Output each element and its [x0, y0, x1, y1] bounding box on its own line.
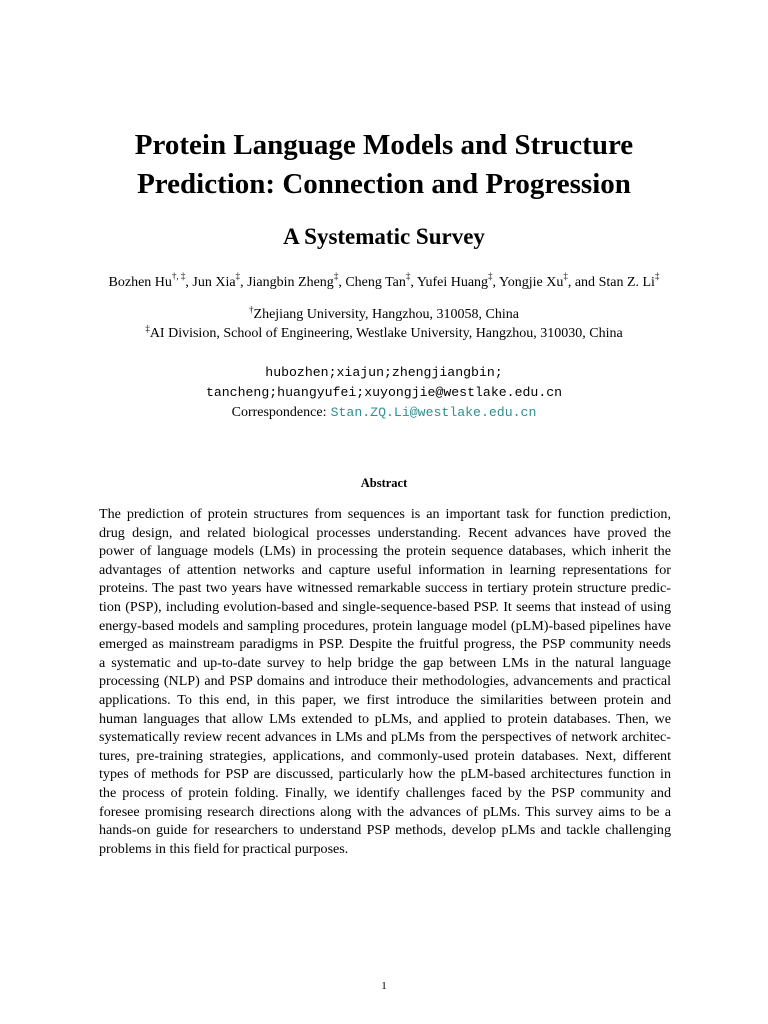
- correspondence-email-link[interactable]: Stan.ZQ.Li@westlake.edu.cn: [330, 405, 537, 420]
- correspondence-line: [0, 403, 768, 423]
- paper-subtitle: A Systematic Survey: [283, 224, 485, 249]
- author-affiliation-mark: ‡: [654, 271, 660, 282]
- abstract-body: [99, 505, 671, 858]
- abstract-line: proteins. The past two years have witnessed remarkable success in tertiary protein structure predic-: [99, 580, 671, 597]
- affiliation-line: [0, 305, 768, 324]
- affiliation-text: AI Division, School of Engineering, Westlake University, Hangzhou, 310030, China: [149, 326, 623, 341]
- author-name: Cheng Tan: [345, 275, 406, 290]
- abstract-line: foresee promising research directions along with the advances of pLMs. This survey aims to be a: [99, 803, 671, 820]
- abstract-line: processing (NLP) and PSP domains and introduce their methodologies, advancements and practical: [99, 673, 671, 690]
- author-name: Jun Xia: [192, 275, 236, 290]
- paper-title: [0, 126, 768, 204]
- author-name: Stan Z. Li: [598, 275, 655, 290]
- abstract-line: the process of protein folding. Finally, we identify challenges faced by the PSP community and: [99, 784, 671, 801]
- author-name: Bozhen Hu: [108, 275, 172, 290]
- author-separator: ,: [240, 275, 248, 290]
- email-line-1: hubozhen;xiajun;zhengjiangbin;: [265, 365, 503, 380]
- affiliation-mark: †: [249, 304, 254, 315]
- abstract-line: power of language models (LMs) in processing the protein sequence databases, which inherit the: [99, 543, 671, 560]
- abstract-line: applications. To this end, in this paper, we first introduce the similarities between protein and: [99, 691, 671, 708]
- author-separator: ,: [492, 275, 500, 290]
- author-affiliation-mark: ‡: [235, 271, 241, 282]
- abstract-line: types of methods for PSP are discussed, particularly how the pLM-based architectures function in: [99, 766, 671, 783]
- abstract-line: tures, pre-training strategies, applications, and commonly-used protein databases. Next, different: [99, 747, 671, 764]
- page-number: 1: [381, 980, 387, 992]
- affiliations: [0, 305, 768, 343]
- author-name: Jiangbin Zheng: [247, 275, 334, 290]
- abstract-line: The prediction of protein structures from sequences is an important task for function prediction,: [99, 506, 671, 522]
- affiliation-mark: ‡: [145, 323, 150, 334]
- abstract-line: human languages that allow LMs extended to pLMs, and applied to protein databases. Then, we: [99, 710, 671, 727]
- abstract-line: a systematic and up-to-date survey to help bridge the gap between LMs in the natural language: [99, 654, 671, 671]
- title-line-1: Protein Language Models and Structure: [134, 129, 634, 161]
- affiliation-text: Zhejiang University, Hangzhou, 310058, China: [253, 307, 519, 322]
- author-separator: ,: [338, 275, 346, 290]
- title-line-2: Prediction: Connection and Progression: [137, 168, 631, 200]
- author-name: Yufei Huang: [416, 275, 489, 290]
- abstract-line: tion (PSP), including evolution-based and single-sequence-based PSP. It seems that instead of using: [99, 598, 671, 615]
- abstract-line: energy-based models and sampling procedures, protein language model (pLM)-based pipelines have: [99, 617, 671, 634]
- author-separator: ,: [410, 275, 417, 290]
- abstract-line: emerged as mainstream paradigms in PSP. Despite the fruitful progress, the PSP community needs: [99, 636, 671, 653]
- abstract-line: problems in this field for practical purposes.: [99, 840, 349, 857]
- abstract-line: advantages of attention networks and capture useful information in learning representations for: [99, 561, 671, 578]
- abstract-line: drug design, and related biological processes understanding. Recent advances have proved the: [99, 524, 671, 541]
- author-affiliation-mark: ‡: [488, 271, 493, 282]
- affiliation-line: [0, 324, 768, 343]
- abstract-line: systematically review recent advances in LMs and pLMs from the perspectives of network architec-: [99, 729, 671, 746]
- email-block: [0, 363, 768, 423]
- author-separator: , and: [567, 275, 599, 290]
- author-separator: ,: [185, 275, 193, 290]
- abstract-line: hands-on guide for researchers to understand PSP methods, develop pLMs and tackle challenging: [99, 822, 671, 839]
- author-affiliation-mark: ‡: [405, 271, 411, 282]
- author-list: [0, 273, 768, 293]
- author-affiliation-mark: †, ‡: [171, 271, 186, 282]
- author-name: Yongjie Xu: [499, 275, 564, 290]
- author-affiliation-mark: ‡: [333, 271, 339, 282]
- abstract-heading: Abstract: [360, 476, 408, 490]
- correspondence-label: Correspondence:: [231, 405, 327, 420]
- author-affiliation-mark: ‡: [563, 271, 568, 282]
- email-line-2: tancheng;huangyufei;xuyongjie@westlake.edu.cn: [205, 385, 563, 400]
